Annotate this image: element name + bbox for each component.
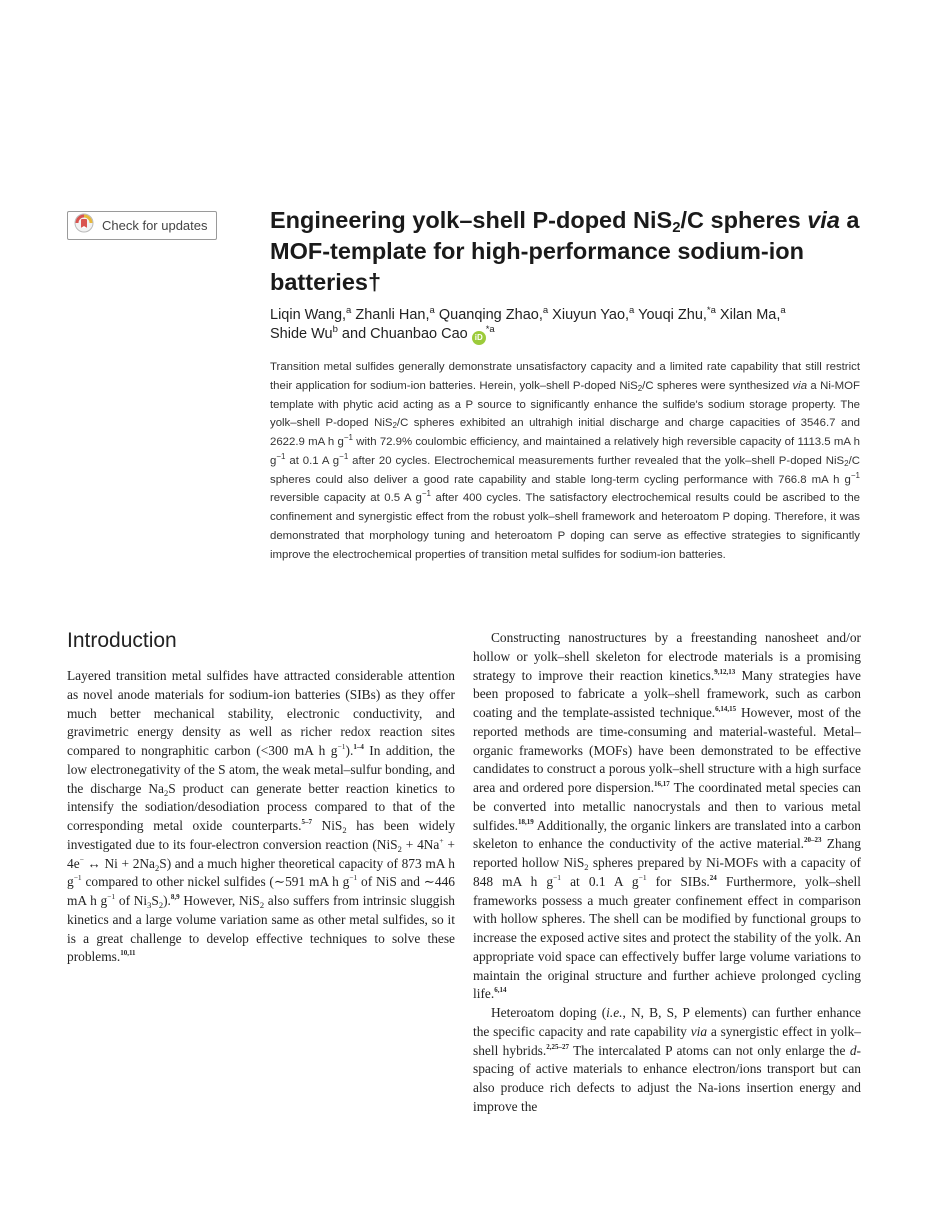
paragraph: Heteroatom doping (i.e., N, B, S, P elements) can further enhance the specific capacity and rate capability via a synergistic effect in yolk–shell hybrids.$^{2,25-27}$ The intercalated P atoms can not only enlarge the d-spacing of active materials to enhance electron/ions transport but can also produce rich defects to adjust the Na-ions insertion energy and improve the: [473, 1005, 861, 1114]
author: Youqi Zhu,: [634, 307, 707, 323]
author-list: Liqin Wang,$^a$ Zhanli Han,$^a$ Quanqing Zhao,$^a$ Xiuyun Yao,$^a$ Youqi Zhu,$^{*a}$ Xilan Ma,$^a$ Shide Wu$^b$ and Chuanbao Cao $iD^{*a}$: [270, 306, 870, 345]
author: and Chuanbao Cao: [337, 326, 472, 342]
author: Shide Wu: [270, 326, 333, 342]
check-for-updates-button[interactable]: [67, 211, 217, 240]
orcid-icon[interactable]: iD: [472, 331, 486, 345]
article-title: Engineering yolk–shell P-doped NiS$_2$/C spheres via a MOF-template for high-performance sodium-ion batteries†: [270, 207, 860, 295]
author: Xiuyun Yao,: [548, 307, 630, 323]
section-heading-introduction: Introduction: [67, 629, 177, 652]
paragraph: Constructing nanostructures by a freestanding nanosheet and/or hollow or yolk–shell skeleton for electrode materials is a promising strategy to improve their reaction kinetics.$^{9,12,13}$ Many strategies have been proposed to fabricate a yolk–shell framework, such as carbon coating and the template-assisted technique.$^{6,14,15}$ However, most of the reported methods are time-consuming and material-wasteful. Metal–organic frameworks (MOFs) have been demonstrated to be effective candidates to construct a porous yolk–shell structure with a high surface area and ordered pore dispersion.$^{16,17}$ The coordinated metal species can be converted into metallic nanocrystals and then to various metal sulfides.$^{18,19}$ Additionally, the organic linkers are translated into a carbon skeleton to enhance the conductivity of the active material.$^{20-23}$ Zhang reported hollow NiS$_2$ spheres prepared by Ni-MOFs with a capacity of 848 mA h $g^{-1}$ at 0.1 A $g^{-1}$ for SIBs.$^{24}$ Furthermore, yolk–shell frameworks possess a much greater confinement effect in comparison with hollow spheres. The shell can be modified by functional groups to increase the exposed active sites and protect the stability of the yolk. An appropriate void space can effectively buffer large volume variations to maintain the original structure and further achieve prolonged cycling life.$^{6,14}$: [473, 630, 862, 1002]
author: Liqin Wang,: [270, 307, 347, 323]
check-updates-icon: [74, 213, 94, 238]
paragraph: Layered transition metal sulfides have attracted considerable attention as novel anode materials for sodium-ion batteries (SIBs) as they offer much better mechanical stability, electronic conductivity, and gravimetric energy density as well as richer redox reaction sites compared to nongraphitic carbon (<300 mA h $g^{-1}).^{1-4}$ In addition, the low electronegativity of the S atom, the weak metal–sulfur bonding, and the discharge $Na_2S$ product can generate better reaction kinetics to intensify the sodiation/desodiation process compared to that of the corresponding metal oxide counterparts.$^{5-7}$ NiS$_2$ has been widely investigated due to its four-electron conversion reaction (NiS$_2$ + 4Na+ + 4e− ↔ $Ni + 2Na_2S$) and a much higher theoretical capacity of 873 mA h $g^{-1}$ compared to other nickel sulfides (∼591 mA h $g^{-1}$ of NiS and ∼446 mA h $g^{-1}$ of $Ni_3S_2).^{8,9}$ However, NiS$_2$ also suffers from intrinsic sluggish kinetics and a large volume variation same as other metal sulfides, so it is a great challenge to develop effective techniques to solve these problems.$^{10,11}$: [67, 668, 456, 965]
author: Quanqing Zhao,: [434, 307, 543, 323]
body-column-right: [473, 629, 861, 1117]
author: Zhanli Han,: [351, 307, 430, 323]
check-updates-label: Check for updates: [102, 218, 208, 233]
body-column-left: [67, 667, 455, 967]
author: Xilan Ma,: [715, 307, 781, 323]
abstract: Transition metal sulfides generally demonstrate unsatisfactory capacity and a limited rate capability that still restrict their application for sodium-ion batteries. Herein, yolk–shell P-doped NiS$_2$/C spheres were synthesized via a Ni-MOF template with phytic acid acting as a P source to significantly enhance the sulfide's sodium storage property. The yolk–shell P-doped NiS$_2$/C spheres exhibited an ultrahigh initial discharge and charge capacities of 3546.7 and 2622.9 mA h $g^{-1}$ with 72.9% coulombic efficiency, and maintained a relatively high reversible capacity of 1113.5 mA h $g^{-1}$ at 0.1 A $g^{-1}$ after 20 cycles. Electrochemical measurements further revealed that the yolk–shell P-doped NiS$_2$/C spheres could also deliver a good rate capability and stable long-term cycling performance with 766.8 mA h $g^{-1}$ reversible capacity at 0.5 A $g^{-1}$ after 400 cycles. The satisfactory electrochemical results could be ascribed to the confinement and synergistic effect from the robust yolk–shell framework and heteroatom P doping. Therefore, it was demonstrated that morphology tuning and heteroatom P doping can serve as effective strategies to significantly improve the electrochemical properties of transition metal sulfides for sodium-ion batteries.: [270, 361, 860, 561]
